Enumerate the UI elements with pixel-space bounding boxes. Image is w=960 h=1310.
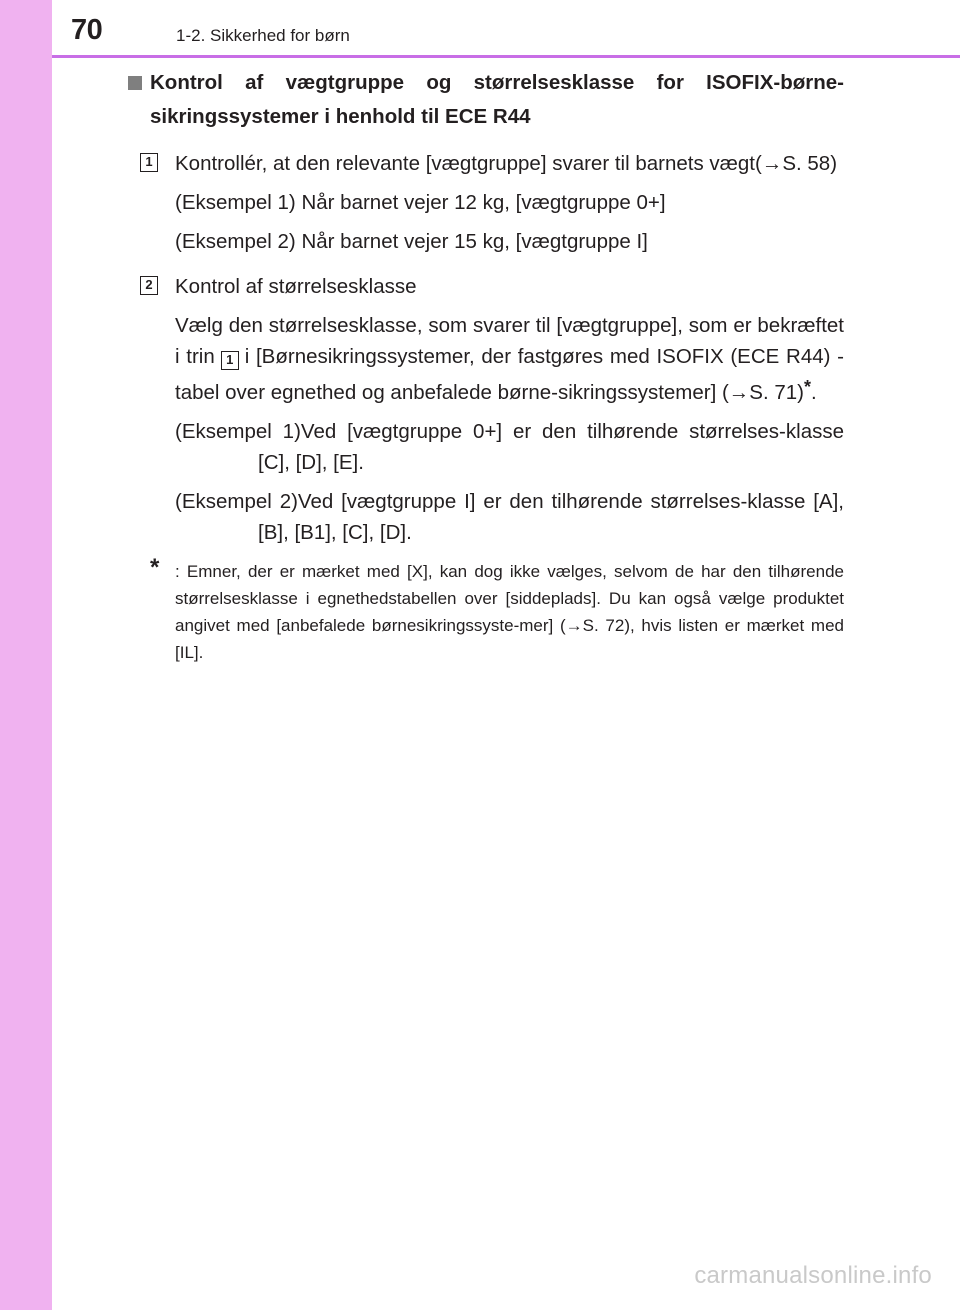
chapter-title: 1-2. Sikkerhed for børn bbox=[176, 26, 350, 45]
square-bullet-icon bbox=[128, 76, 142, 90]
step-2-text-before: Vælg den størrelsesklasse, som svarer til [vægtgruppe], som er bekræftet i trin bbox=[175, 314, 844, 368]
footnote-marker: * bbox=[804, 377, 812, 397]
section-heading-text: Kontrol af vægtgruppe og størrelsesklasse for ISOFIX-børne-sikringssystemer i henhold til ECE R44 bbox=[150, 71, 844, 128]
footnote-star: * bbox=[150, 554, 160, 581]
step-number-badge: 1 bbox=[140, 153, 158, 172]
sidebar-tab bbox=[0, 0, 52, 1310]
step-number-badge: 2 bbox=[140, 276, 158, 295]
step-2-text-end: . bbox=[811, 381, 817, 404]
step-2-example-2: (Eksempel 2)Ved [vægtgruppe I] er den tilhørende størrelses-klasse [A], [B], [B1], [C], [D]. bbox=[175, 490, 844, 544]
step-2 bbox=[128, 271, 844, 548]
header-divider bbox=[52, 55, 960, 58]
page-number: 70 bbox=[71, 14, 103, 46]
step-2-example-1: (Eksempel 1)Ved [vægtgruppe 0+] er den tilhørende størrelses-klasse [C], [D], [E]. bbox=[175, 420, 844, 474]
step-1-example-2: (Eksempel 2) Når barnet vejer 15 kg, [vægtgruppe I] bbox=[175, 230, 648, 253]
step-2-title: Kontrol af størrelsesklasse bbox=[175, 275, 417, 298]
section-heading bbox=[128, 66, 844, 134]
step-reference-badge: 1 bbox=[221, 351, 239, 370]
footnote bbox=[128, 554, 844, 666]
watermark: carmanualsonline.info bbox=[694, 1262, 932, 1289]
step-1-text: Kontrollér, at den relevante [vægtgruppe] svarer til barnets vægt(→S. 58) bbox=[175, 152, 838, 175]
step-1-example-1: (Eksempel 1) Når barnet vejer 12 kg, [vægtgruppe 0+] bbox=[175, 191, 666, 214]
page-content bbox=[128, 66, 844, 666]
step-2-text bbox=[175, 310, 844, 408]
footnote-text: : Emner, der er mærket med [X], kan dog ikke vælges, selvom de har den tilhørende størrelsesklasse i egnethedstabellen over [siddeplads]. Du kan også vælge produktet angivet med [anbefalede børnesikringssyste-mer] (→S. 72), hvis listen er mærket med [IL]. bbox=[175, 562, 844, 662]
step-2-text-after: i [Børnesikringssystemer, der fastgøres med ISOFIX (ECE R44) - tabel over egnethed og anbefalede børne-sikringssystemer] (→S. 71) bbox=[175, 345, 844, 404]
step-1 bbox=[128, 148, 844, 257]
